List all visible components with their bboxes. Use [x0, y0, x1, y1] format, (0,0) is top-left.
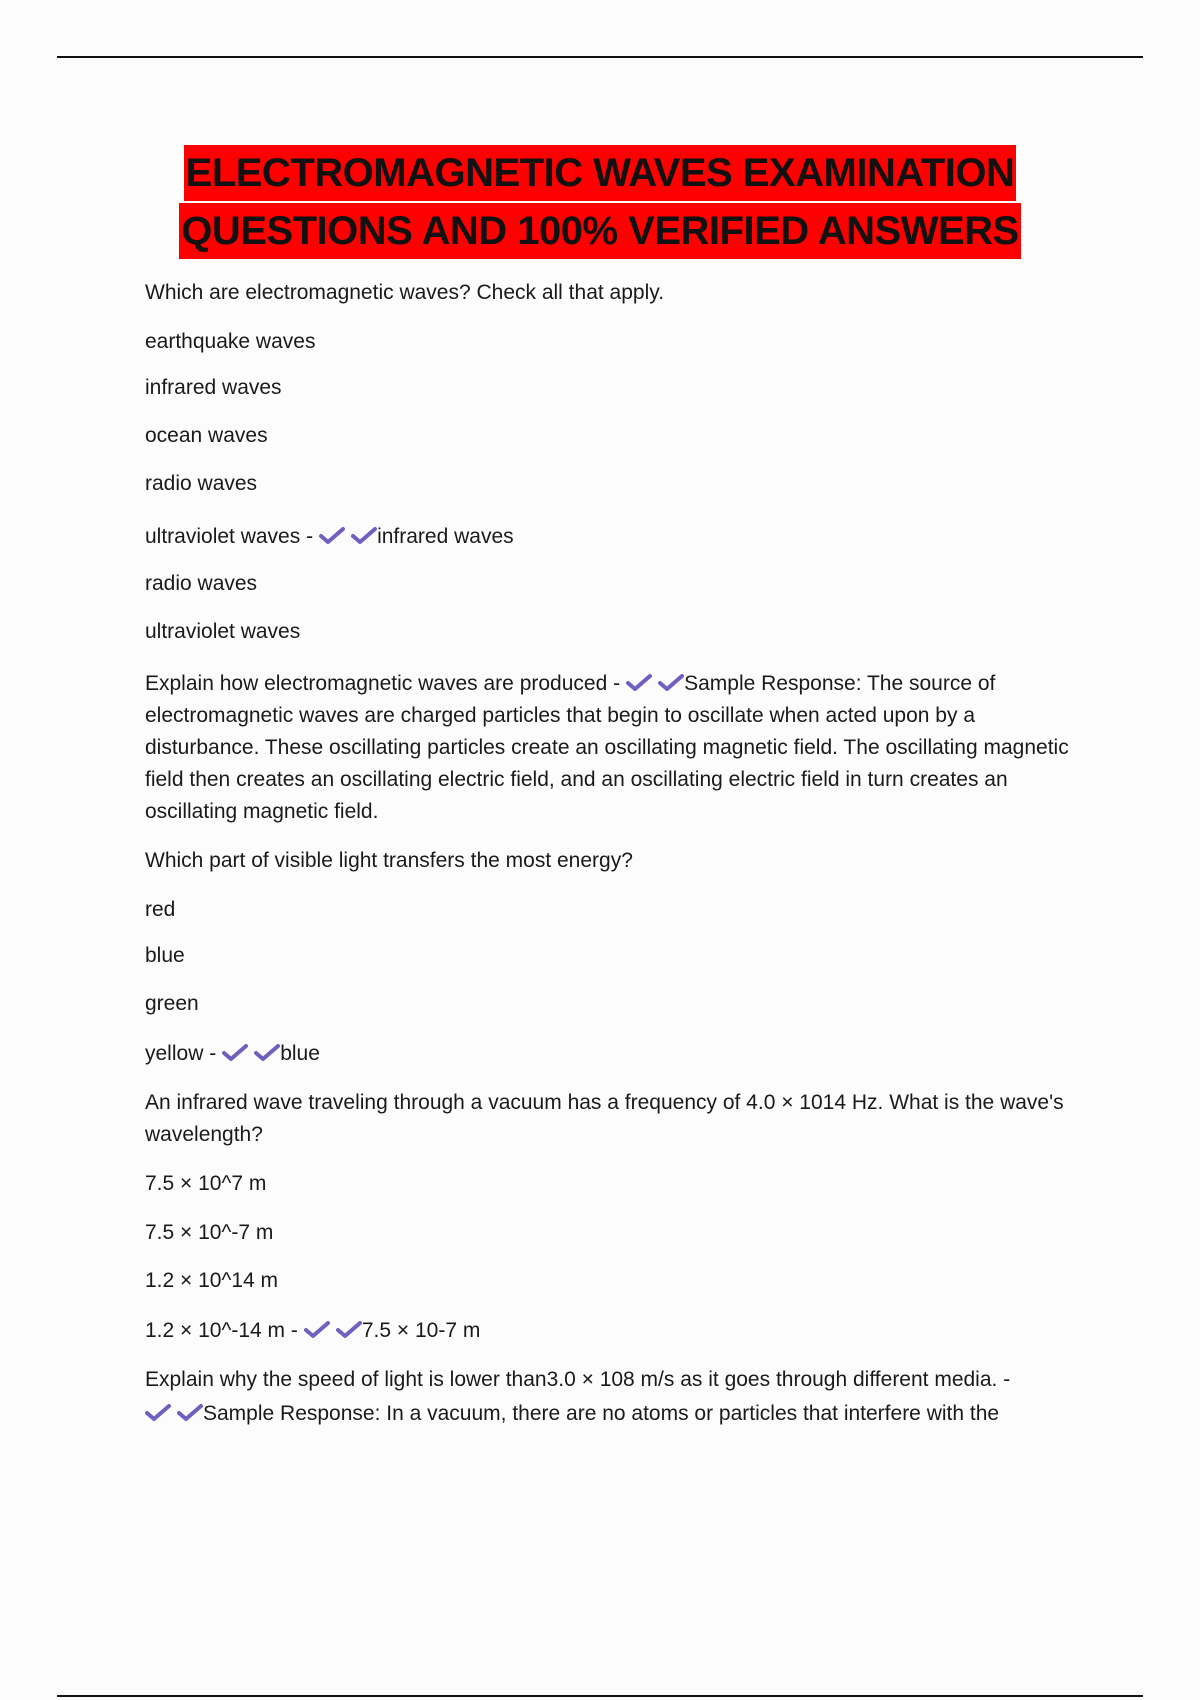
answer-line [145, 1315, 480, 1347]
checkmark-icon [336, 1320, 362, 1340]
option-text: green [145, 992, 199, 1015]
checkmark-icon [304, 1320, 330, 1340]
checkmark-icon [222, 1043, 248, 1063]
checkmark-icon [145, 1403, 171, 1423]
checkmark-icon [254, 1043, 280, 1063]
option-text: red [145, 898, 176, 921]
option-text: ocean waves [145, 424, 268, 447]
answer-text: ultraviolet waves [145, 620, 301, 643]
question-text: Which part of visible light transfers the most energy? [145, 849, 633, 872]
answer-text: infrared waves [377, 525, 514, 548]
answer-text: blue [280, 1042, 320, 1065]
option-text: 1.2 × 10^-14 m - [145, 1319, 298, 1342]
option-text: ultraviolet waves - [145, 525, 314, 548]
checkmark-icon [626, 673, 652, 693]
option-text: 7.5 × 10^-7 m [145, 1221, 274, 1244]
option-text: radio waves [145, 472, 258, 495]
checkmark-icon [177, 1403, 203, 1423]
question-answer-paragraph [145, 668, 1075, 828]
option-text: earthquake waves [145, 330, 316, 353]
option-text: infrared waves [145, 376, 282, 399]
bottom-rule [57, 1695, 1143, 1697]
option-text: 7.5 × 10^7 m [145, 1172, 267, 1195]
question-text: Which are electromagnetic waves? Check all that apply. [145, 281, 665, 304]
answer-line [145, 1038, 320, 1070]
option-text: 1.2 × 10^14 m [145, 1269, 279, 1292]
top-rule [57, 56, 1143, 58]
title-line-2: QUESTIONS AND 100% VERIFIED ANSWERS [179, 203, 1020, 259]
answer-text: radio waves [145, 572, 258, 595]
question-text: Explain how electromagnetic waves are produced - [145, 672, 621, 695]
checkmark-icon [658, 673, 684, 693]
option-text: yellow - [145, 1042, 217, 1065]
question-text: An infrared wave traveling through a vacuum has a frequency of 4.0 × 1014 Hz. What is the wave's wavelength? [145, 1091, 1064, 1146]
document-title [0, 145, 1200, 259]
answer-line [145, 1398, 999, 1430]
checkmark-icon [319, 526, 345, 546]
answer-text: Sample Response: In a vacuum, there are no atoms or particles that interfere with the [203, 1402, 1000, 1425]
answer-line [145, 521, 514, 553]
answer-text: Sample Response: The source of electromagnetic waves are charged particles that begin to oscillate when acted upon by a disturbance. These oscillating particles create an oscillating magnetic field. The oscillating magnetic field then creates an oscillating electric field, and an oscillating electric field in turn creates an oscillating magnetic field. [145, 672, 1069, 823]
title-line-1: ELECTROMAGNETIC WAVES EXAMINATION [184, 145, 1017, 201]
checkmark-icon [351, 526, 377, 546]
answer-text: 7.5 × 10-7 m [361, 1319, 481, 1342]
question-text: Explain why the speed of light is lower than3.0 × 108 m/s as it goes through different media. - [145, 1368, 1011, 1391]
option-text: blue [145, 944, 185, 967]
